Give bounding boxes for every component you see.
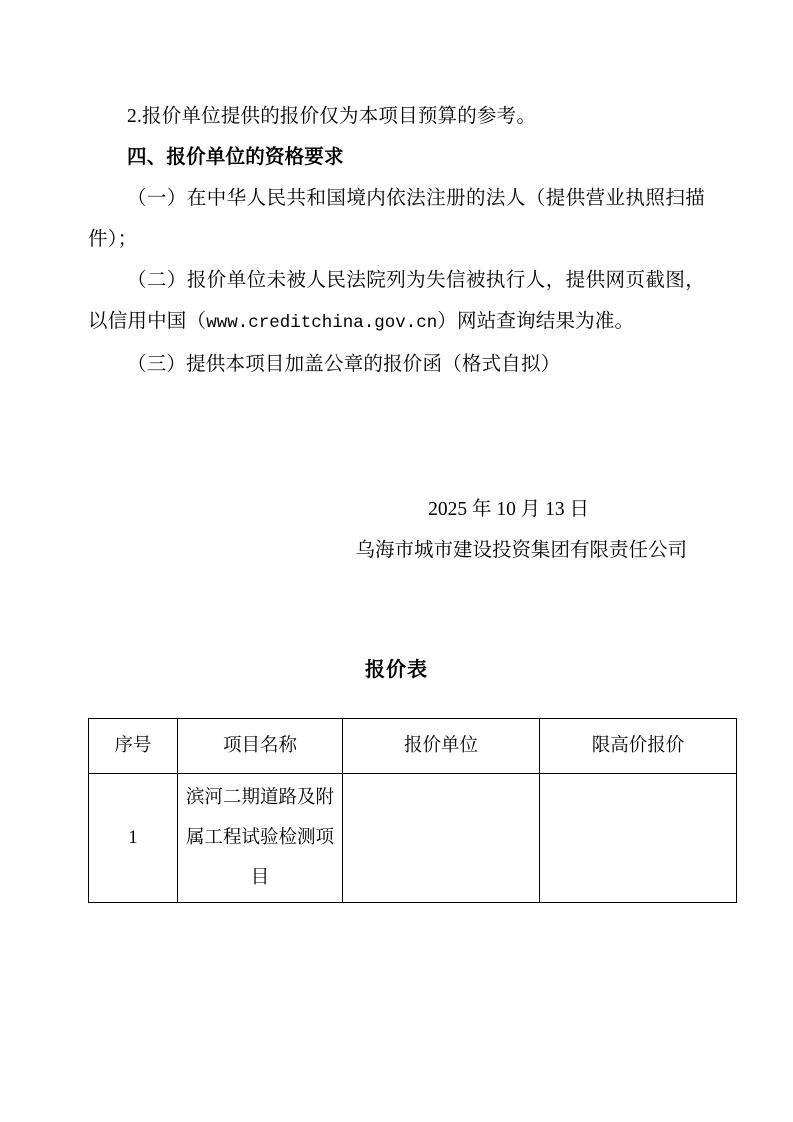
quote-table-title: 报价表: [365, 659, 428, 681]
requirement-item-2-text-after: ）网站查询结果为准。: [437, 311, 635, 332]
column-header-max-price: 限高价报价: [540, 719, 737, 774]
requirement-item-2: [88, 260, 705, 344]
column-header-index: 序号: [89, 719, 178, 774]
quote-table-head: [89, 719, 737, 774]
spacer-before-signature: [88, 385, 705, 489]
document-body: [88, 96, 705, 385]
column-header-project-name: 项目名称: [178, 719, 343, 774]
section-heading-qualification: 四、报价单位的资格要求: [127, 147, 344, 168]
table-header-row: [89, 719, 737, 774]
column-header-quote-unit: 报价单位: [343, 719, 540, 774]
signature-date: 2025 年 10 月 13 日: [428, 499, 589, 520]
cell-index: 1: [89, 774, 178, 903]
cell-quote-unit[interactable]: [343, 774, 540, 903]
paragraph-budget-reference: 2.报价单位提供的报价仅为本项目预算的参考。: [127, 106, 537, 127]
signature-organization: 乌海市城市建设投资集团有限责任公司: [355, 540, 687, 561]
table-row: [89, 774, 737, 903]
requirement-item-3: （三）提供本项目加盖公章的报价函（格式自拟）: [127, 354, 561, 375]
spacer-before-table: [88, 571, 705, 653]
creditchina-url: www.creditchina.gov.cn: [206, 313, 438, 333]
cell-project-name: 滨河二期道路及附属工程试验检测项目: [178, 774, 343, 903]
requirement-item-2-text-before: （二）报价单位未被人民法院列为失信被执行人，提供网页截图，以信用中国（: [88, 270, 705, 332]
quote-table-body: [89, 774, 737, 903]
quote-table: [88, 718, 737, 903]
cell-max-price[interactable]: [540, 774, 737, 903]
requirement-item-1: （一）在中华人民共和国境内依法注册的法人（提供营业执照扫描件）；: [88, 188, 705, 250]
signature-block: [88, 489, 705, 571]
